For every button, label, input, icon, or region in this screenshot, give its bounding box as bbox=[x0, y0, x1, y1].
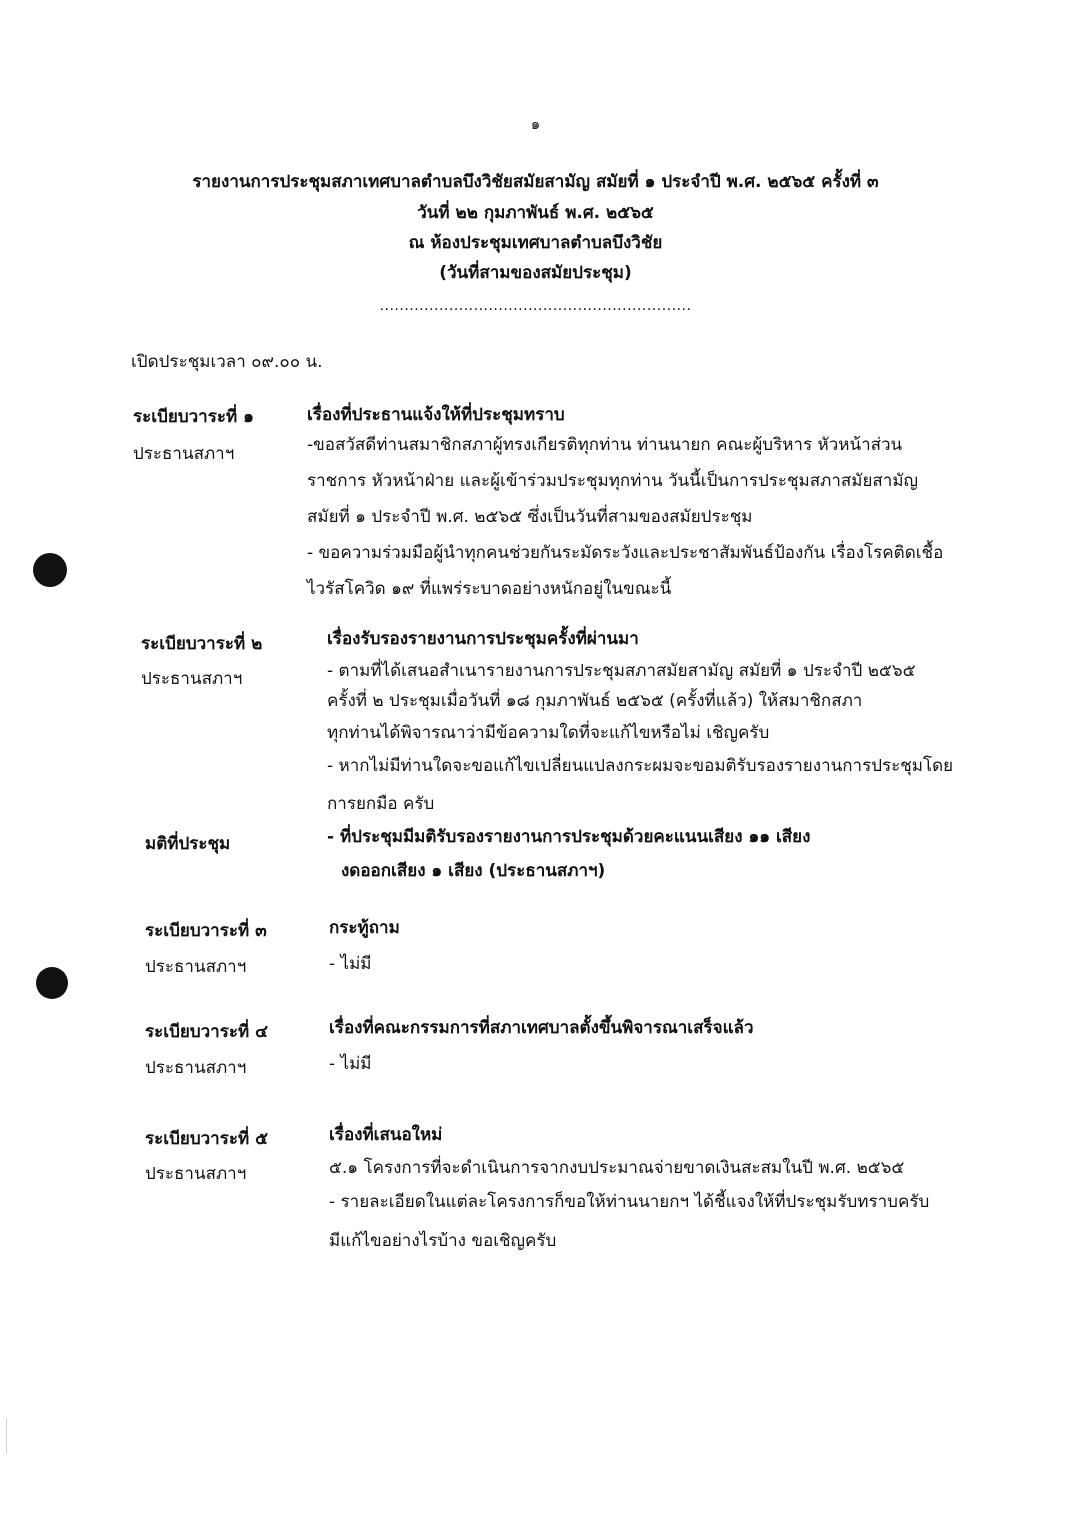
agenda-3-title: กระทู้ถาม bbox=[329, 918, 400, 938]
agenda-1-line-2: ราชการ หัวหน้าฝ่าย และผู้เข้าร่วมประชุมทุกท่าน วันนี้เป็นการประชุมสภาสมัยสามัญ bbox=[307, 471, 919, 491]
binder-hole-lower bbox=[36, 967, 68, 999]
resolution-label: มติที่ประชุม bbox=[145, 834, 231, 854]
opening-time: เปิดประชุมเวลา ๐๙.๐๐ น. bbox=[131, 352, 323, 372]
agenda-5-line-1: ๕.๑ โครงการที่จะดำเนินการจากงบประมาณจ่ายขาดเงินสะสมในปี พ.ศ. ๒๕๖๕ bbox=[329, 1158, 905, 1178]
agenda-5-speaker: ประธานสภาฯ bbox=[145, 1164, 247, 1184]
agenda-4-label: ระเบียบวาระที่ ๔ bbox=[145, 1022, 268, 1042]
agenda-2-line-1: - ตามที่ได้เสนอสำเนารายงานการประชุมสภาสมัยสามัญ สมัยที่ ๑ ประจำปี ๒๕๖๕ bbox=[327, 661, 916, 681]
agenda-5-line-2: - รายละเอียดในแต่ละโครงการก็ขอให้ท่านนายกฯ ได้ชี้แจงให้ที่ประชุมรับทราบครับ bbox=[329, 1192, 930, 1212]
agenda-1-line-1: -ขอสวัสดีท่านสมาชิกสภาผู้ทรงเกียรติทุกท่าน ท่านนายก คณะผู้บริหาร หัวหน้าส่วน bbox=[307, 435, 903, 455]
agenda-1-label: ระเบียบวาระที่ ๑ bbox=[133, 407, 254, 427]
report-title: รายงานการประชุมสภาเทศบาลตำบลบึงวิชัยสมัยสามัญ สมัยที่ ๑ ประจำปี พ.ศ. ๒๕๖๕ ครั้งที่ ๓ bbox=[192, 172, 879, 192]
page-number: ๑ bbox=[530, 115, 541, 133]
agenda-3-label: ระเบียบวาระที่ ๓ bbox=[145, 921, 267, 941]
agenda-1-title: เรื่องที่ประธานแจ้งให้ที่ประชุมทราบ bbox=[307, 405, 565, 425]
header-divider-dots: ............................................................... bbox=[379, 298, 692, 314]
agenda-5-title: เรื่องที่เสนอใหม่ bbox=[329, 1125, 443, 1145]
agenda-2-line-4: - หากไม่มีท่านใดจะขอแก้ไขเปลี่ยนแปลงกระผมจะขอมติรับรองรายงานการประชุมโดย bbox=[327, 756, 954, 776]
agenda-2-speaker: ประธานสภาฯ bbox=[141, 669, 243, 689]
agenda-5-label: ระเบียบวาระที่ ๕ bbox=[145, 1129, 268, 1149]
meeting-date: วันที่ ๒๒ กุมภาพันธ์ พ.ศ. ๒๕๖๕ bbox=[417, 203, 654, 223]
agenda-2-title: เรื่องรับรองรายงานการประชุมครั้งที่ผ่านมา bbox=[327, 629, 639, 649]
meeting-day-note: (วันที่สามของสมัยประชุม) bbox=[439, 263, 632, 283]
agenda-4-speaker: ประธานสภาฯ bbox=[145, 1058, 247, 1078]
resolution-line-1: - ที่ประชุมมีมติรับรองรายงานการประชุมด้วยคะแนนเสียง ๑๑ เสียง bbox=[327, 827, 811, 847]
agenda-2-line-3: ทุกท่านได้พิจารณาว่ามีข้อความใดที่จะแก้ไขหรือไม่ เชิญครับ bbox=[327, 723, 770, 743]
agenda-3-speaker: ประธานสภาฯ bbox=[145, 957, 247, 977]
resolution-line-2: งดออกเสียง ๑ เสียง (ประธานสภาฯ) bbox=[341, 861, 606, 881]
agenda-1-line-4: - ขอความร่วมมือผู้นำทุกคนช่วยกันระมัดระวังและประชาสัมพันธ์ป้องกัน เรื่องโรคติดเชื้อ bbox=[307, 543, 944, 563]
agenda-1-line-5: ไวรัสโควิด ๑๙ ที่แพร่ระบาดอย่างหนักอยู่ในขณะนี้ bbox=[307, 579, 672, 599]
agenda-2-line-2: ครั้งที่ ๒ ประชุมเมื่อวันที่ ๑๘ กุมภาพันธ์ ๒๕๖๕ (ครั้งที่แล้ว) ให้สมาชิกสภา bbox=[327, 691, 863, 711]
agenda-5-line-3: มีแก้ไขอย่างไรบ้าง ขอเชิญครับ bbox=[329, 1231, 557, 1251]
agenda-1-line-3: สมัยที่ ๑ ประจำปี พ.ศ. ๒๕๖๕ ซึ่งเป็นวันที่สามของสมัยประชุม bbox=[307, 507, 753, 527]
meeting-venue: ณ ห้องประชุมเทศบาลตำบลบึงวิชัย bbox=[408, 233, 663, 253]
agenda-2-label: ระเบียบวาระที่ ๒ bbox=[141, 634, 263, 654]
agenda-4-line-1: - ไม่มี bbox=[329, 1054, 372, 1074]
binder-hole-upper bbox=[33, 553, 67, 587]
agenda-4-title: เรื่องที่คณะกรรมการที่สภาเทศบาลตั้งขึ้นพิจารณาเสร็จแล้ว bbox=[329, 1018, 754, 1038]
agenda-2-line-5: การยกมือ ครับ bbox=[327, 794, 435, 814]
agenda-1-speaker: ประธานสภาฯ bbox=[133, 444, 235, 464]
scan-margin-line bbox=[6, 1418, 7, 1454]
agenda-3-line-1: - ไม่มี bbox=[329, 954, 372, 974]
